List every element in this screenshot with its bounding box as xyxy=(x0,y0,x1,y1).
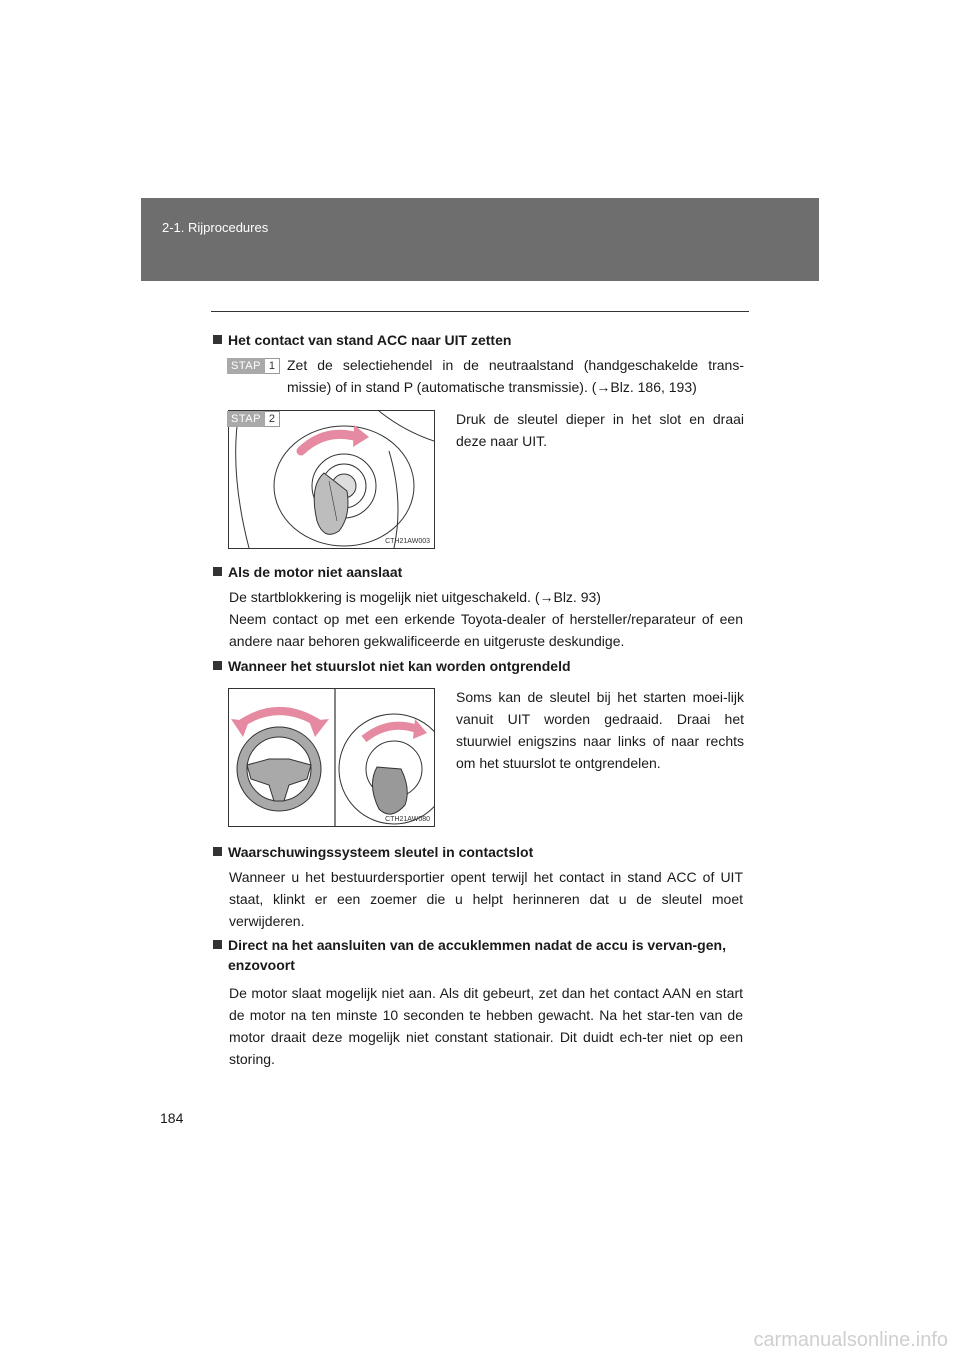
no-start-text: De startblokkering is mogelijk niet uitgeschakeld. (→Blz. 93) xyxy=(229,589,601,605)
bullet-square-icon xyxy=(213,940,222,949)
step-1-badge: STAP 1 xyxy=(227,358,280,374)
header-band xyxy=(141,198,819,281)
ignition-key-illustration xyxy=(229,411,434,548)
heading-battery: Direct na het aansluiten van de accuklemmen nadat de accu is vervan-gen, enzovoort xyxy=(213,935,758,975)
step-2-badge: STAP 2 xyxy=(227,411,280,427)
section-label: 2-1. Rijprocedures xyxy=(162,220,269,235)
page-number: 184 xyxy=(160,1110,184,1126)
figure-code: CTH21AW080 xyxy=(385,816,430,823)
steering-lock-text: Soms kan de sleutel bij het starten moei-lijk vanuit UIT worden gedraaid. Draai het stuurwiel enigszins naar links of naar rechts om het stuurslot te ontgrendelen. xyxy=(456,689,744,771)
figure-code: CTH21AW003 xyxy=(385,538,430,545)
step-2-text: Druk de sleutel dieper in het slot en draai deze naar UIT. xyxy=(456,411,744,449)
battery-text: De motor slaat mogelijk niet aan. Als dit gebeurt, zet dan het contact AAN en start de motor na ten minste 10 seconden te hebben gewacht. Na het star-ten van de motor draait deze mogelijk niet constant stationair. Dit duidt ech-ter niet op een storing. xyxy=(229,985,743,1067)
heading-acc-off: Het contact van stand ACC naar UIT zetten xyxy=(213,330,511,350)
heading-steering-lock: Wanneer het stuurslot niet kan worden ontgrendeld xyxy=(213,656,571,676)
bullet-square-icon xyxy=(213,335,222,344)
section-rule xyxy=(211,311,749,312)
no-start-text-2: Neem contact op met een erkende Toyota-dealer of hersteller/reparateur of een andere naar behoren gekwalificeerde en uitgeruste deskundige. xyxy=(229,611,743,649)
watermark: carmanualsonline.info xyxy=(753,1329,948,1351)
step-1-text: Zet de selectiehendel in de neutraalstand (handgeschakelde trans-missie) of in stand P (automatische transmissie). (→Blz. 186, 193) xyxy=(287,357,744,395)
bullet-square-icon xyxy=(213,567,222,576)
figure-steering-wheel xyxy=(228,688,435,827)
bullet-square-icon xyxy=(213,847,222,856)
heading-no-start: Als de motor niet aanslaat xyxy=(213,562,402,582)
figure-ignition-key xyxy=(228,410,435,549)
heading-key-warning: Waarschuwingssysteem sleutel in contactslot xyxy=(213,842,533,862)
key-warning-text: Wanneer u het bestuurdersportier opent terwijl het contact in stand ACC of UIT staat, klinkt er een zoemer die u helpt herinneren dat u de sleutel moet verwijderen. xyxy=(229,869,743,929)
steering-wheel-illustration xyxy=(229,689,434,826)
bullet-square-icon xyxy=(213,661,222,670)
